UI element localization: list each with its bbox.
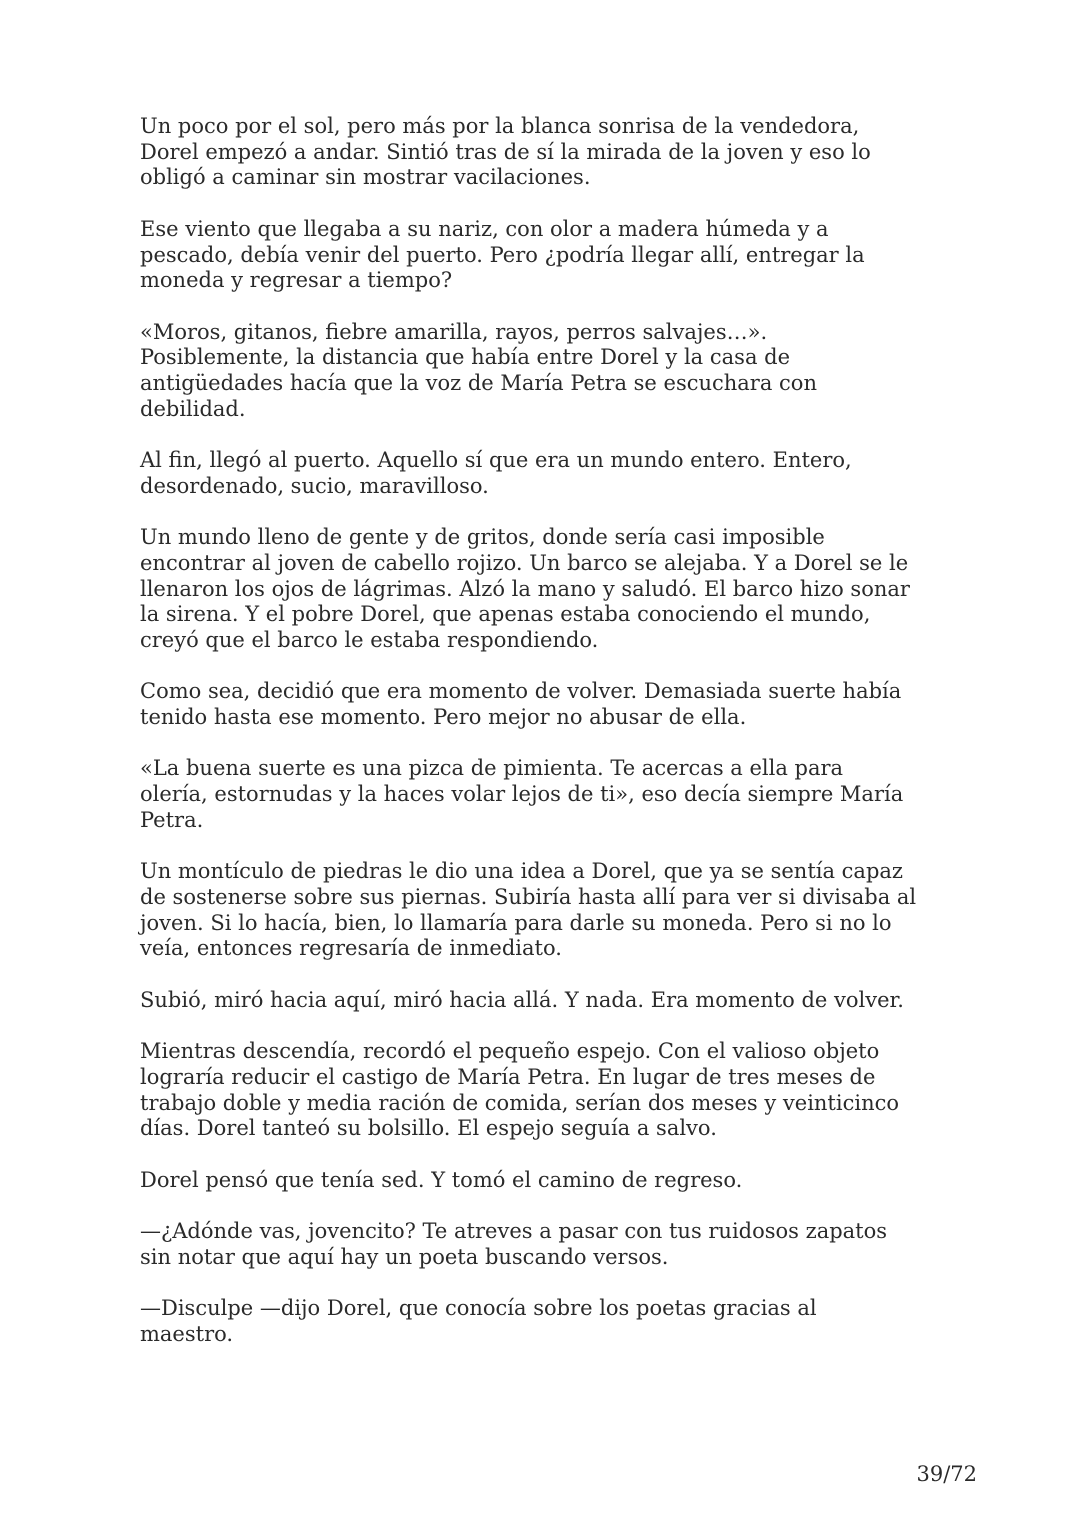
- paragraph: Un montículo de piedras le dio una idea a Dorel, que ya se sentía capaz de sostenerse sobre sus piernas. Subiría hasta allí para ver si divisaba al joven. Si lo hacía, bien, lo llamaría para darle su moneda. Pero si no lo veía, entonces regresaría de inmediato.: [140, 859, 917, 961]
- paragraph: Como sea, decidió que era momento de volver. Demasiada suerte había tenido hasta ese momento. Pero mejor no abusar de ella.: [140, 679, 902, 730]
- paragraph: Mientras descendía, recordó el pequeño espejo. Con el valioso objeto lograría reducir el castigo de María Petra. En lugar de tres meses de trabajo doble y media ración de comida, serían dos meses y veinticinco días. Dorel tanteó su bolsillo. El espejo seguía a salvo.: [140, 1039, 899, 1141]
- paragraph: —Disculpe —dijo Dorel, que conocía sobre los poetas gracias al maestro.: [140, 1296, 817, 1346]
- paragraph: «Moros, gitanos, fiebre amarilla, rayos, perros salvajes…». Posiblemente, la distancia que había entre Dorel y la casa de antigüedades hacía que la voz de María Petra se escuchara con debilidad.: [140, 319, 817, 421]
- paragraph: Dorel pensó que tenía sed. Y tomó el camino de regreso.: [140, 1167, 743, 1192]
- paragraph: Al fin, llegó al puerto. Aquello sí que era un mundo entero. Entero, desordenado, sucio, maravilloso.: [140, 448, 852, 498]
- paragraph: Ese viento que llegaba a su nariz, con olor a madera húmeda y a pescado, debía venir del puerto. Pero ¿podría llegar allí, entregar la moneda y regresar a tiempo?: [140, 216, 865, 293]
- paragraph: Subió, miró hacia aquí, miró hacia allá. Y nada. Era momento de volver.: [140, 987, 904, 1012]
- body-text: [140, 114, 950, 1373]
- page-number: 39/72: [916, 1462, 977, 1486]
- paragraph: Un mundo lleno de gente y de gritos, donde sería casi imposible encontrar al joven de cabello rojizo. Un barco se alejaba. Y a Dorel se le llenaron los ojos de lágrimas. Alzó la mano y saludó. El barco hizo sonar la sirena. Y el pobre Dorel, que apenas estaba conociendo el mundo, creyó que el barco le estaba respondiendo.: [140, 525, 910, 652]
- paragraph: —¿Adónde vas, jovencito? Te atreves a pasar con tus ruidosos zapatos sin notar que aquí hay un poeta buscando versos.: [140, 1219, 888, 1269]
- paragraph: Un poco por el sol, pero más por la blanca sonrisa de la vendedora, Dorel empezó a andar. Sintió tras de sí la mirada de la joven y eso lo obligó a caminar sin mostrar vacilaciones.: [140, 114, 871, 190]
- paragraph: «La buena suerte es una pizca de pimienta. Te acercas a ella para olería, estornudas y la haces volar lejos de ti», eso decía siempre María Petra.: [140, 756, 904, 832]
